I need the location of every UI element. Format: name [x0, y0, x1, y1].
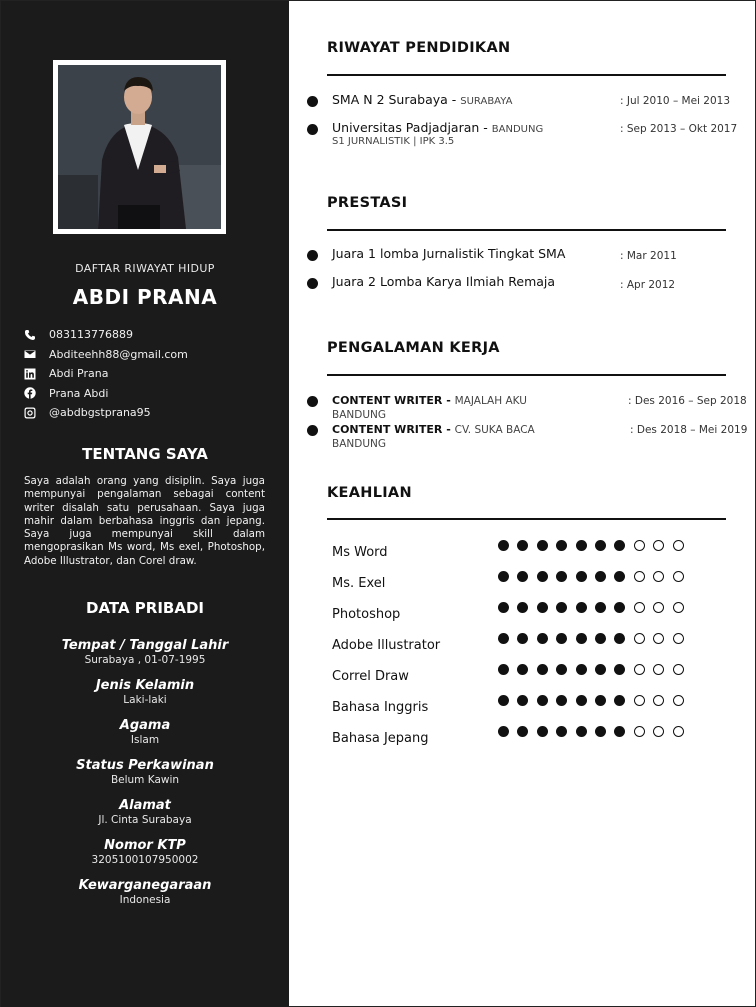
rating-dot-filled: [498, 633, 509, 644]
rating-dot-empty: [634, 571, 645, 582]
rating-dot-filled: [576, 695, 587, 706]
rating-dot-empty: [673, 633, 684, 644]
skill-row: [332, 630, 732, 661]
contact-list: [23, 325, 273, 423]
document-type-label: DAFTAR RIWAYAT HIDUP: [75, 262, 215, 275]
skill-row: [332, 692, 732, 723]
rating-dot-empty: [653, 602, 664, 613]
personal-data-value: Belum Kawin: [110, 774, 180, 786]
linkedin-icon: [23, 367, 37, 381]
rating-dot-filled: [595, 602, 606, 613]
rating-dot-filled: [576, 633, 587, 644]
rating-dot-filled: [537, 695, 548, 706]
personal-data-label: Nomor KTP: [104, 838, 186, 853]
rating-dot-empty: [634, 633, 645, 644]
rating-dot-filled: [556, 664, 567, 675]
rating-dot-filled: [498, 726, 509, 737]
work-date: : Des 2016 – Sep 2018: [628, 395, 747, 407]
school-city: SURABAYA: [460, 96, 513, 107]
about-heading: TENTANG SAYA: [82, 445, 208, 463]
work-company: MAJALAH AKU BANDUNG: [332, 395, 527, 421]
section-divider: [327, 518, 726, 520]
rating-dot-filled: [537, 664, 548, 675]
personal-data-list: [1, 637, 289, 917]
personal-data-value: Surabaya , 01-07-1995: [84, 654, 206, 666]
work-heading: PENGALAMAN KERJA: [327, 340, 500, 356]
skill-rating: [498, 633, 692, 644]
email-icon: [23, 347, 37, 361]
bullet-icon: [307, 124, 318, 135]
section-divider: [327, 74, 726, 76]
rating-dot-filled: [498, 602, 509, 613]
rating-dot-empty: [634, 540, 645, 551]
rating-dot-empty: [673, 726, 684, 737]
school-city: BANDUNG: [491, 124, 544, 135]
phone-icon: [23, 328, 37, 342]
work-role: CONTENT WRITER -: [332, 394, 455, 407]
contact-phone-text[interactable]: 083113776889: [49, 328, 133, 342]
personal-data-item: [1, 677, 289, 717]
main-content: [289, 1, 756, 1007]
rating-dot-filled: [614, 726, 625, 737]
work-role: CONTENT WRITER -: [332, 423, 455, 436]
rating-dot-empty: [653, 540, 664, 551]
contact-facebook: [23, 384, 273, 404]
skill-rating: [498, 695, 692, 706]
contact-email-text[interactable]: Abditeehh88@gmail.com: [49, 347, 188, 361]
rating-dot-filled: [576, 540, 587, 551]
facebook-icon: [23, 386, 37, 400]
rating-dot-empty: [653, 633, 664, 644]
rating-dot-filled: [595, 726, 606, 737]
rating-dot-filled: [537, 726, 548, 737]
instagram-icon: [23, 406, 37, 420]
rating-dot-empty: [673, 540, 684, 551]
rating-dot-filled: [537, 540, 548, 551]
skill-name: Ms. Exel: [332, 576, 386, 591]
personal-data-value: Islam: [130, 734, 160, 746]
profile-photo: [53, 60, 226, 234]
personal-data-label: Kewarganegaraan: [78, 878, 212, 893]
work-item-title: [332, 394, 562, 422]
rating-dot-empty: [634, 664, 645, 675]
achievement-name: Juara 2 Lomba Karya Ilmiah Remaja: [332, 274, 556, 289]
rating-dot-filled: [498, 695, 509, 706]
contact-email: [23, 345, 273, 365]
school-name: SMA N 2 Surabaya -: [332, 92, 461, 107]
personal-data-item: [1, 717, 289, 757]
skill-name: Ms Word: [332, 545, 388, 560]
rating-dot-filled: [614, 633, 625, 644]
skill-row: [332, 723, 732, 754]
bullet-icon: [307, 250, 318, 261]
rating-dot-filled: [556, 726, 567, 737]
rating-dot-filled: [576, 602, 587, 613]
rating-dot-filled: [576, 664, 587, 675]
contact-instagram-text[interactable]: @abdbgstprana95: [49, 406, 151, 420]
skill-name: Bahasa Jepang: [332, 731, 429, 746]
personal-data-item: [1, 877, 289, 917]
rating-dot-filled: [517, 664, 528, 675]
skill-rating: [498, 726, 692, 737]
skill-row: [332, 661, 732, 692]
education-date: : Jul 2010 – Mei 2013: [620, 95, 731, 107]
skill-rating: [498, 602, 692, 613]
achievement-name: Juara 1 lomba Jurnalistik Tingkat SMA: [332, 246, 566, 261]
rating-dot-filled: [576, 571, 587, 582]
work-item-title: [332, 423, 562, 451]
skill-rating: [498, 664, 692, 675]
rating-dot-empty: [653, 571, 664, 582]
rating-dot-empty: [634, 602, 645, 613]
rating-dot-empty: [653, 664, 664, 675]
rating-dot-empty: [673, 695, 684, 706]
bullet-icon: [307, 278, 318, 289]
rating-dot-filled: [614, 571, 625, 582]
rating-dot-filled: [614, 540, 625, 551]
rating-dot-filled: [556, 540, 567, 551]
rating-dot-empty: [634, 695, 645, 706]
personal-data-value: Indonesia: [119, 894, 171, 906]
rating-dot-filled: [556, 695, 567, 706]
rating-dot-filled: [517, 633, 528, 644]
rating-dot-filled: [517, 726, 528, 737]
personal-data-heading: DATA PRIBADI: [86, 599, 204, 617]
rating-dot-filled: [614, 695, 625, 706]
rating-dot-filled: [556, 602, 567, 613]
skill-rating: [498, 540, 692, 551]
rating-dot-filled: [595, 571, 606, 582]
contact-facebook-text[interactable]: Prana Abdi: [49, 386, 109, 400]
rating-dot-filled: [537, 602, 548, 613]
rating-dot-empty: [673, 664, 684, 675]
rating-dot-empty: [673, 602, 684, 613]
rating-dot-filled: [614, 664, 625, 675]
rating-dot-filled: [614, 602, 625, 613]
achievement-date: : Apr 2012: [620, 279, 676, 291]
rating-dot-filled: [517, 695, 528, 706]
section-divider: [327, 374, 726, 376]
personal-data-label: Agama: [119, 718, 171, 733]
personal-data-value: Jl. Cinta Surabaya: [98, 814, 192, 826]
rating-dot-empty: [653, 695, 664, 706]
work-date: : Des 2018 – Mei 2019: [630, 424, 748, 436]
rating-dot-filled: [517, 602, 528, 613]
rating-dot-filled: [595, 633, 606, 644]
rating-dot-filled: [537, 633, 548, 644]
contact-phone: [23, 325, 273, 345]
work-company: CV. SUKA BACA BANDUNG: [332, 424, 535, 450]
personal-data-label: Tempat / Tanggal Lahir: [61, 638, 229, 653]
rating-dot-filled: [595, 540, 606, 551]
rating-dot-filled: [537, 571, 548, 582]
skill-row: [332, 599, 732, 630]
rating-dot-filled: [517, 571, 528, 582]
skill-name: Adobe Illustrator: [332, 638, 441, 653]
rating-dot-filled: [576, 726, 587, 737]
achievements-heading: PRESTASI: [327, 195, 408, 211]
skills-list: [332, 537, 732, 754]
rating-dot-filled: [498, 571, 509, 582]
contact-linkedin: [23, 364, 273, 384]
section-divider: [327, 229, 726, 231]
school-name: Universitas Padjadjaran -: [332, 120, 492, 135]
skill-name: Bahasa Inggris: [332, 700, 429, 715]
bullet-icon: [307, 396, 318, 407]
personal-data-label: Status Perkawinan: [76, 758, 214, 773]
personal-data-item: [1, 637, 289, 677]
about-text: Saya adalah orang yang disiplin. Saya juga mempunyai pengalaman sebagai content writer disalah satu perusahaan. Saya juga mahir dalam berbahasa inggris dan jepang. Saya juga mempunyai skill dalam mengoprasikan Ms word, Ms exel, Photoshop, Adobe Illustrator, dan Corel draw.: [24, 475, 265, 567]
bullet-icon: [307, 425, 318, 436]
rating-dot-empty: [673, 571, 684, 582]
achievement-date: : Mar 2011: [620, 250, 677, 262]
education-detail: S1 JURNALISTIK | IPK 3.5: [332, 136, 455, 147]
contact-instagram: [23, 403, 273, 423]
skill-row: [332, 537, 732, 568]
rating-dot-filled: [498, 664, 509, 675]
personal-data-value: 3205100107950002: [91, 854, 199, 866]
rating-dot-filled: [595, 664, 606, 675]
contact-linkedin-text[interactable]: Abdi Prana: [49, 367, 109, 381]
person-name: ABDI PRANA: [72, 285, 218, 309]
skill-rating: [498, 571, 692, 582]
personal-data-value: Laki-laki: [123, 694, 167, 706]
skills-heading: KEAHLIAN: [327, 485, 412, 501]
bullet-icon: [307, 96, 318, 107]
education-date: : Sep 2013 – Okt 2017: [620, 123, 738, 135]
education-item-title: [332, 92, 512, 110]
rating-dot-filled: [498, 540, 509, 551]
personal-data-item: [1, 837, 289, 877]
personal-data-item: [1, 797, 289, 837]
education-heading: RIWAYAT PENDIDIKAN: [327, 40, 511, 56]
rating-dot-empty: [653, 726, 664, 737]
rating-dot-filled: [556, 571, 567, 582]
personal-data-label: Alamat: [119, 798, 171, 813]
rating-dot-filled: [595, 695, 606, 706]
personal-data-item: [1, 757, 289, 797]
skill-name: Correl Draw: [332, 669, 409, 684]
rating-dot-filled: [556, 633, 567, 644]
sidebar: [1, 1, 289, 1007]
skill-name: Photoshop: [332, 607, 401, 622]
personal-data-label: Jenis Kelamin: [95, 678, 195, 693]
rating-dot-empty: [634, 726, 645, 737]
rating-dot-filled: [517, 540, 528, 551]
skill-row: [332, 568, 732, 599]
